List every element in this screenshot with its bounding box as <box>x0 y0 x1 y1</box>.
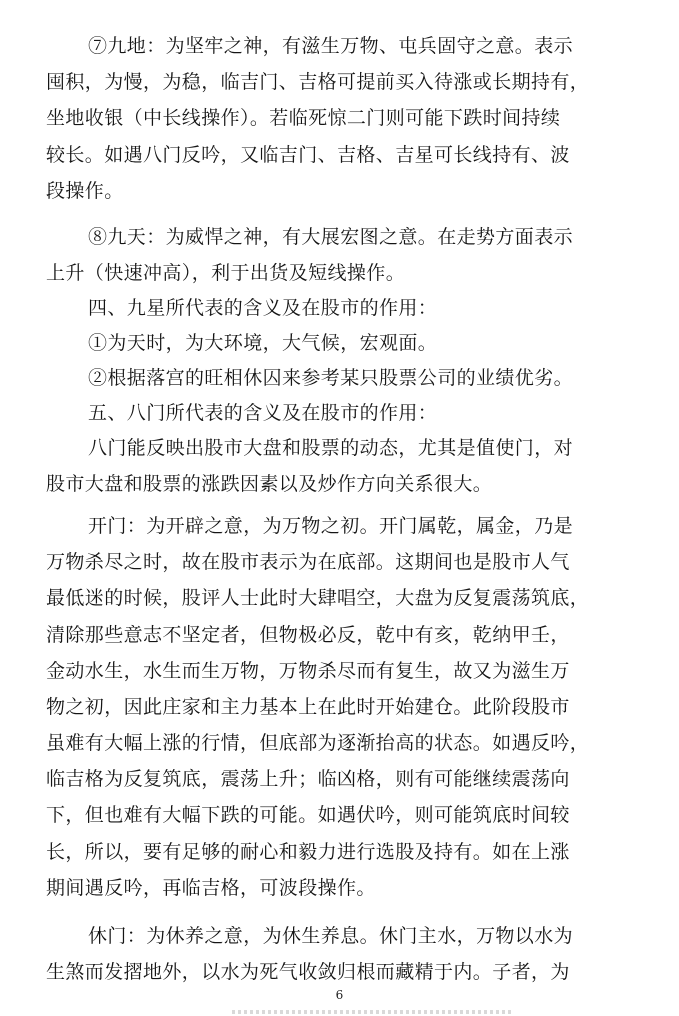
text-line: ⑦九地：为坚牢之神，有滋生万物、屯兵固守之意。表示 <box>88 35 574 57</box>
text-line: ②根据落宫的旺相休囚来参考某只股票公司的业绩优劣。 <box>88 367 574 389</box>
text-line: 虽难有大幅上涨的行情，但底部为逐渐抬高的状态。如遇反吟， <box>46 732 590 754</box>
text-line: 期间遇反吟，再临吉格，可波段操作。 <box>46 877 376 899</box>
page-number: 6 <box>335 988 344 1002</box>
text-line: 最低迷的时候，股评人士此时大肆唱空，大盘为反复震荡筑底， <box>46 587 590 609</box>
text-line: 物之初，因此庄家和主力基本上在此时开始建仓。此阶段股市 <box>46 696 570 718</box>
text-line: ①为天时，为大环境，大气候，宏观面。 <box>88 332 438 354</box>
text-line: 下，但也难有大幅下跌的可能。如遇伏吟，则可能筑底时间较 <box>46 804 570 826</box>
section-heading: 四、九星所代表的含义及在股市的作用： <box>88 297 438 319</box>
text-line: 坐地收银（中长线操作）。若临死惊二门则可能下跌时间持续 <box>46 107 561 129</box>
text-line: 清除那些意志不坚定者，但物极必反，乾中有亥，乾纳甲壬， <box>46 624 570 646</box>
text-line: 金动水生，水生而生万物，万物杀尽而有复生，故又为滋生万 <box>46 660 570 682</box>
text-line: 万物杀尽之时，故在股市表示为在底部。这期间也是股市人气 <box>46 551 570 573</box>
text-line: 八门能反映出股市大盘和股票的动态，尤其是值使门，对 <box>88 437 574 459</box>
text-line: 休门：为休养之意，为休生养息。休门主水，万物以水为 <box>88 925 574 947</box>
section-heading: 五、八门所代表的含义及在股市的作用： <box>88 402 438 424</box>
text-line: 开门：为开辟之意，为万物之初。开门属乾，属金，乃是 <box>88 515 574 537</box>
text-line: 囤积，为慢，为稳，临吉门、吉格可提前买入待涨或长期持有， <box>46 71 590 93</box>
text-line: 股市大盘和股票的涨跌因素以及炒作方向关系很大。 <box>46 473 493 495</box>
text-line: 临吉格为反复筑底，震荡上升；临凶格，则有可能继续震荡向 <box>46 768 570 790</box>
text-line: ⑧九天：为威悍之神，有大展宏图之意。在走势方面表示 <box>88 226 574 248</box>
text-line: 长，所以，要有足够的耐心和毅力进行选股及持有。如在上涨 <box>46 841 570 863</box>
text-line: 上升（快速冲高），利于出货及短线操作。 <box>46 262 406 284</box>
text-line: 段操作。 <box>46 180 124 202</box>
scan-artifact <box>232 1010 512 1014</box>
text-line: 较长。如遇八门反吟，又临吉门、吉格、吉星可长线持有、波 <box>46 144 570 166</box>
text-line: 生煞而发摺地外，以水为死气收敛归根而藏精于内。子者，为 <box>46 961 570 983</box>
